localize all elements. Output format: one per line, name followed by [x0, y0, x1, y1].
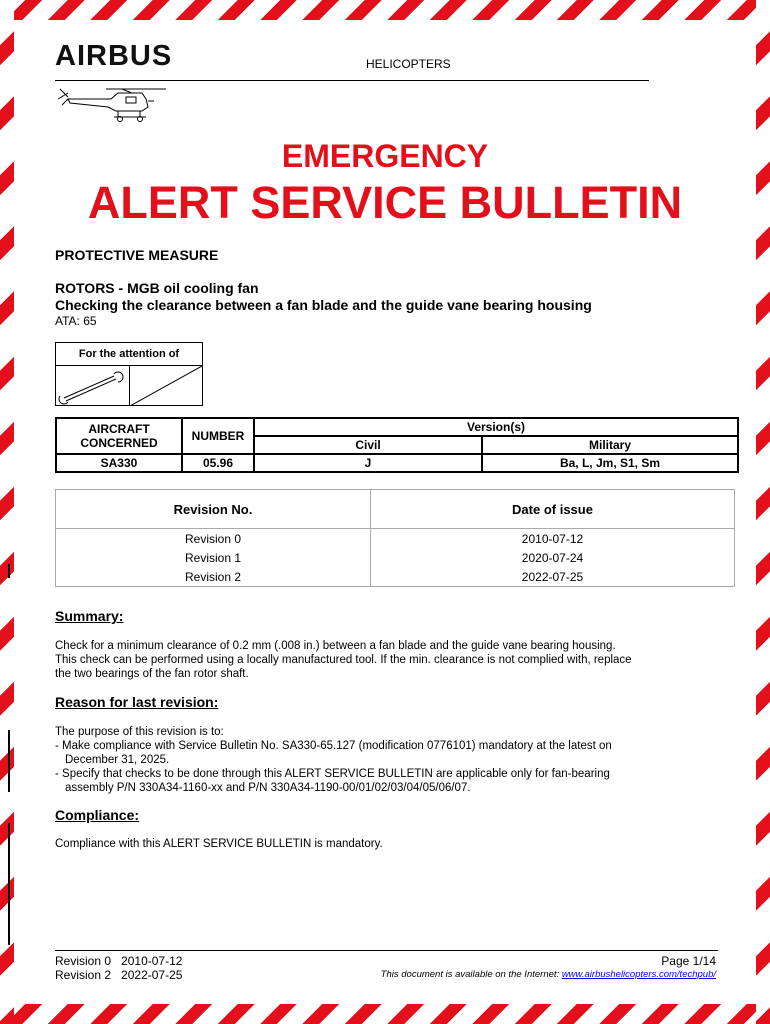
- reason-heading: Reason for last revision:: [55, 694, 219, 710]
- table-row: [56, 548, 735, 567]
- compliance-heading: Compliance:: [55, 807, 140, 823]
- revision-cell: Revision 0: [56, 529, 371, 549]
- attention-box: [55, 342, 203, 406]
- summary-line: the two bearings of the fan rotor shaft.: [55, 668, 249, 680]
- hazard-stripe-left: [0, 0, 14, 1024]
- footer-rev-label: Revision 2: [55, 968, 112, 982]
- helicopter-icon: [56, 85, 172, 127]
- change-bar: [8, 564, 10, 578]
- attention-cell-empty: [129, 366, 203, 406]
- hazard-stripe-top: [0, 0, 770, 20]
- summary-line: This check can be performed using a locally manufactured tool. If the min. clearance is not complied with, replace: [55, 654, 632, 666]
- emergency-title: EMERGENCY: [281, 138, 489, 174]
- versions-header: Version(s): [254, 418, 738, 436]
- document-page: [14, 20, 756, 1004]
- revision-table: [55, 489, 735, 587]
- division-label: HELICOPTERS: [366, 57, 451, 71]
- civil-header: Civil: [254, 436, 482, 454]
- number-value: 05.96: [182, 454, 254, 472]
- date-of-issue-header: Date of issue: [371, 490, 735, 529]
- airbus-logo: AIRBUS: [55, 40, 173, 72]
- footer-revision-0: [55, 954, 182, 968]
- availability-text: This document is available on the Internet:: [380, 969, 562, 980]
- table-row: [56, 529, 735, 549]
- military-header: Military: [482, 436, 738, 454]
- aircraft-value: SA330: [56, 454, 182, 472]
- change-bar: [8, 730, 10, 792]
- reason-item: - Specify that checks to be done through this ALERT SERVICE BULLETIN are applicable only for fan-bearing: [55, 768, 610, 780]
- summary-text: [55, 639, 715, 681]
- document-type-title: ALERT SERVICE BULLETIN: [87, 177, 683, 228]
- ata-code: ATA: 65: [55, 314, 97, 328]
- diagonal-line: [130, 366, 202, 406]
- change-bar: [8, 823, 10, 945]
- reason-item-continued: December 31, 2025.: [65, 754, 170, 766]
- footer-rule: [55, 950, 718, 951]
- reason-item: - Make compliance with Service Bulletin No. SA330-65.127 (modification 0776101) mandatory at the latest on: [55, 740, 612, 752]
- reason-intro: The purpose of this revision is to:: [55, 726, 224, 738]
- footer-rev-date: 2022-07-25: [121, 968, 183, 982]
- footer-rev-label: Revision 0: [55, 954, 112, 968]
- number-header: NUMBER: [182, 418, 254, 454]
- date-cell: 2022-07-25: [371, 567, 735, 587]
- header-rule: [55, 80, 649, 81]
- summary-heading: Summary:: [55, 608, 124, 624]
- summary-line: Check for a minimum clearance of 0.2 mm (.008 in.) between a fan blade and the guide vane bearing housing.: [55, 640, 616, 652]
- aircraft-header: AIRCRAFT CONCERNED: [56, 418, 182, 454]
- military-value: Ba, L, Jm, S1, Sm: [482, 454, 738, 472]
- wrench-icon: [56, 366, 128, 406]
- revision-cell: Revision 2: [56, 567, 371, 587]
- reason-item-continued: assembly P/N 330A34-1160-xx and P/N 330A34-1190-00/01/02/03/04/05/06/07.: [65, 782, 471, 794]
- techpub-link[interactable]: www.airbushelicopters.com/techpub/: [561, 969, 716, 980]
- subject-subtitle: Checking the clearance between a fan blade and the guide vane bearing housing: [55, 297, 592, 313]
- footer-rev-date: 2010-07-12: [121, 954, 183, 968]
- category-label: PROTECTIVE MEASURE: [55, 247, 219, 263]
- reason-text: [55, 725, 735, 795]
- date-cell: 2010-07-12: [371, 529, 735, 549]
- attention-cell-maintenance: [56, 366, 129, 406]
- attention-label: For the attention of: [56, 343, 202, 366]
- subject-title: ROTORS - MGB oil cooling fan: [55, 280, 259, 296]
- page-number: Page 1/14: [661, 954, 716, 968]
- aircraft-table: [55, 417, 739, 473]
- footer-revision-2: [55, 968, 182, 982]
- compliance-text: Compliance with this ALERT SERVICE BULLETIN is mandatory.: [55, 838, 383, 850]
- table-row: [56, 567, 735, 587]
- revision-cell: Revision 1: [56, 548, 371, 567]
- revision-no-header: Revision No.: [56, 490, 371, 529]
- hazard-stripe-bottom: [0, 1004, 770, 1024]
- hazard-stripe-right: [756, 0, 770, 1024]
- availability-note: [381, 969, 716, 980]
- date-cell: 2020-07-24: [371, 548, 735, 567]
- civil-value: J: [254, 454, 482, 472]
